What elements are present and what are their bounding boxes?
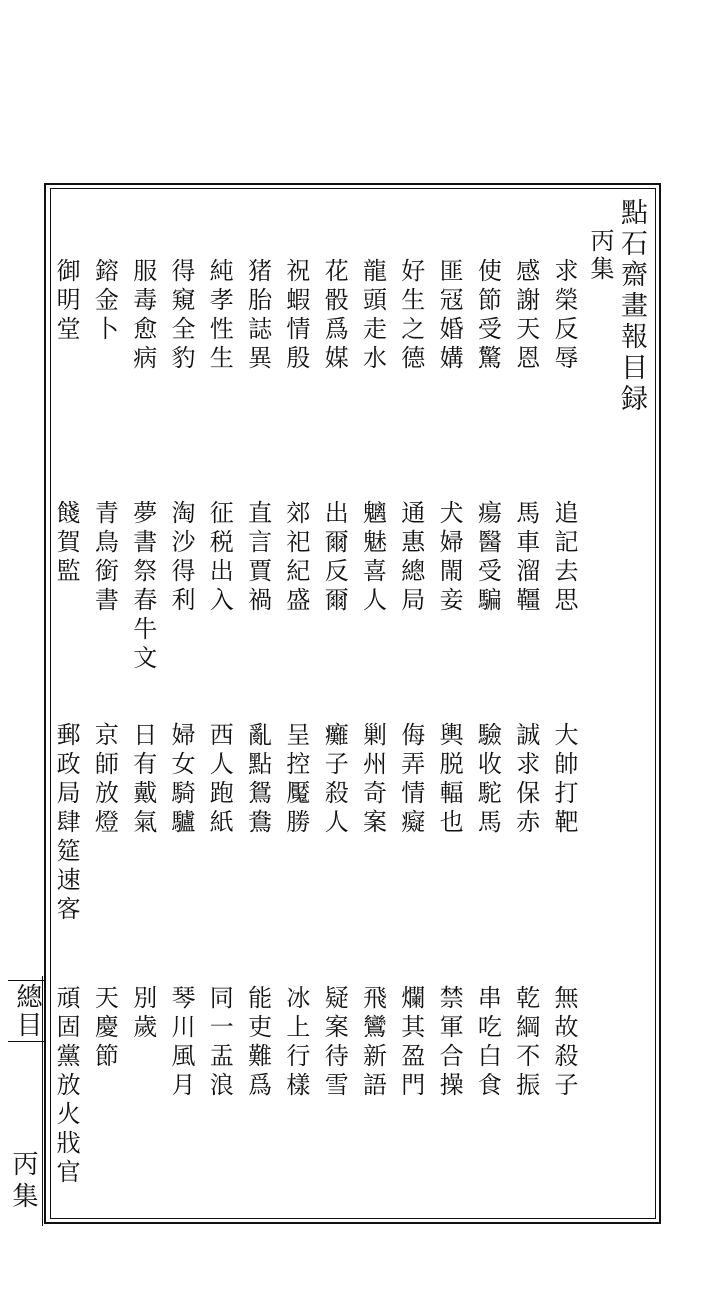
toc-entry: 龍頭走水 [358, 258, 387, 374]
toc-entry: 花骰爲媒 [320, 258, 349, 374]
toc-entry: 能吏難爲 [243, 985, 272, 1101]
toc-entry: 感謝天恩 [511, 258, 540, 374]
toc-entry: 頑固黨放火戕官 [52, 985, 81, 1188]
toc-entry: 郵政局肆筵速客 [52, 722, 81, 925]
toc-entry: 服毒愈病 [128, 258, 157, 374]
toc-entry: 誠求保赤 [511, 722, 540, 838]
volume-subtitle: 丙集 [586, 228, 614, 284]
toc-entry: 征税出入 [205, 500, 234, 616]
toc-entry: 驗收駝馬 [473, 722, 502, 838]
toc-entry: 疑案待雪 [320, 985, 349, 1101]
toc-entry: 郊祀紀盛 [281, 500, 310, 616]
toc-entry: 馬車溜韁 [511, 500, 540, 616]
toc-entry: 瘍醫受騙 [473, 500, 502, 616]
toc-entry: 天慶節 [90, 985, 119, 1072]
toc-entry: 日有戴氣 [128, 722, 157, 838]
toc-entry: 使節受驚 [473, 258, 502, 374]
toc-entry: 癱子殺人 [320, 722, 349, 838]
toc-entry: 直言賈禍 [243, 500, 272, 616]
toc-entry: 無故殺子 [550, 985, 578, 1101]
side-volume-label: 丙集 [8, 1150, 38, 1214]
toc-entry: 侮弄情癡 [396, 722, 425, 838]
toc-entry: 爛其盈門 [396, 985, 425, 1101]
toc-entry: 輿脱輻也 [435, 722, 464, 838]
toc-entry: 亂點鴛鴦 [243, 722, 272, 838]
toc-entry: 乾綱不振 [511, 985, 540, 1101]
toc-entry: 鎔金卜 [90, 258, 119, 345]
side-label-box [8, 980, 44, 1042]
toc-entry: 魑魅喜人 [358, 500, 387, 616]
toc-entry: 別歲 [128, 985, 157, 1043]
toc-entry: 飛鸞新語 [358, 985, 387, 1101]
toc-entry: 餞賀監 [52, 500, 81, 587]
toc-entry: 純孝性生 [205, 258, 234, 374]
toc-entry: 好生之德 [396, 258, 425, 374]
toc-entry: 琴川風月 [167, 985, 195, 1101]
toc-entry: 同一盂浪 [205, 985, 234, 1101]
page-title: 點石齋畫報目録 [616, 198, 647, 415]
toc-entry: 求榮反辱 [550, 258, 578, 374]
toc-entry: 追記去思 [550, 500, 578, 616]
toc-entry: 婦女騎驢 [167, 722, 195, 838]
toc-entry: 淘沙得利 [167, 500, 195, 616]
toc-entry: 夢書祭春牛文 [128, 500, 157, 674]
toc-entry: 禁軍合操 [435, 985, 464, 1101]
toc-entry: 得窺全豹 [167, 258, 195, 374]
toc-entry: 呈控魘勝 [281, 722, 310, 838]
toc-entry: 串吃白食 [473, 985, 502, 1101]
toc-entry: 匪冦婚媾 [435, 258, 464, 374]
toc-entry: 京師放燈 [90, 722, 119, 838]
toc-entry: 猪胎誌異 [243, 258, 272, 374]
toc-entry: 大帥打靶 [550, 722, 578, 838]
toc-entry: 出爾反爾 [320, 500, 349, 616]
toc-entry: 西人跑紙 [205, 722, 234, 838]
toc-entry: 冰上行樣 [281, 985, 310, 1101]
toc-entry: 剿州奇案 [358, 722, 387, 838]
toc-entry: 青鳥銜書 [90, 500, 119, 616]
toc-entry: 通惠總局 [396, 500, 425, 616]
side-label: 總目 [12, 983, 42, 1039]
toc-entry: 御明堂 [52, 258, 81, 345]
toc-entry: 犬婦閙妾 [435, 500, 464, 616]
toc-entry: 祝蝦情殷 [281, 258, 310, 374]
